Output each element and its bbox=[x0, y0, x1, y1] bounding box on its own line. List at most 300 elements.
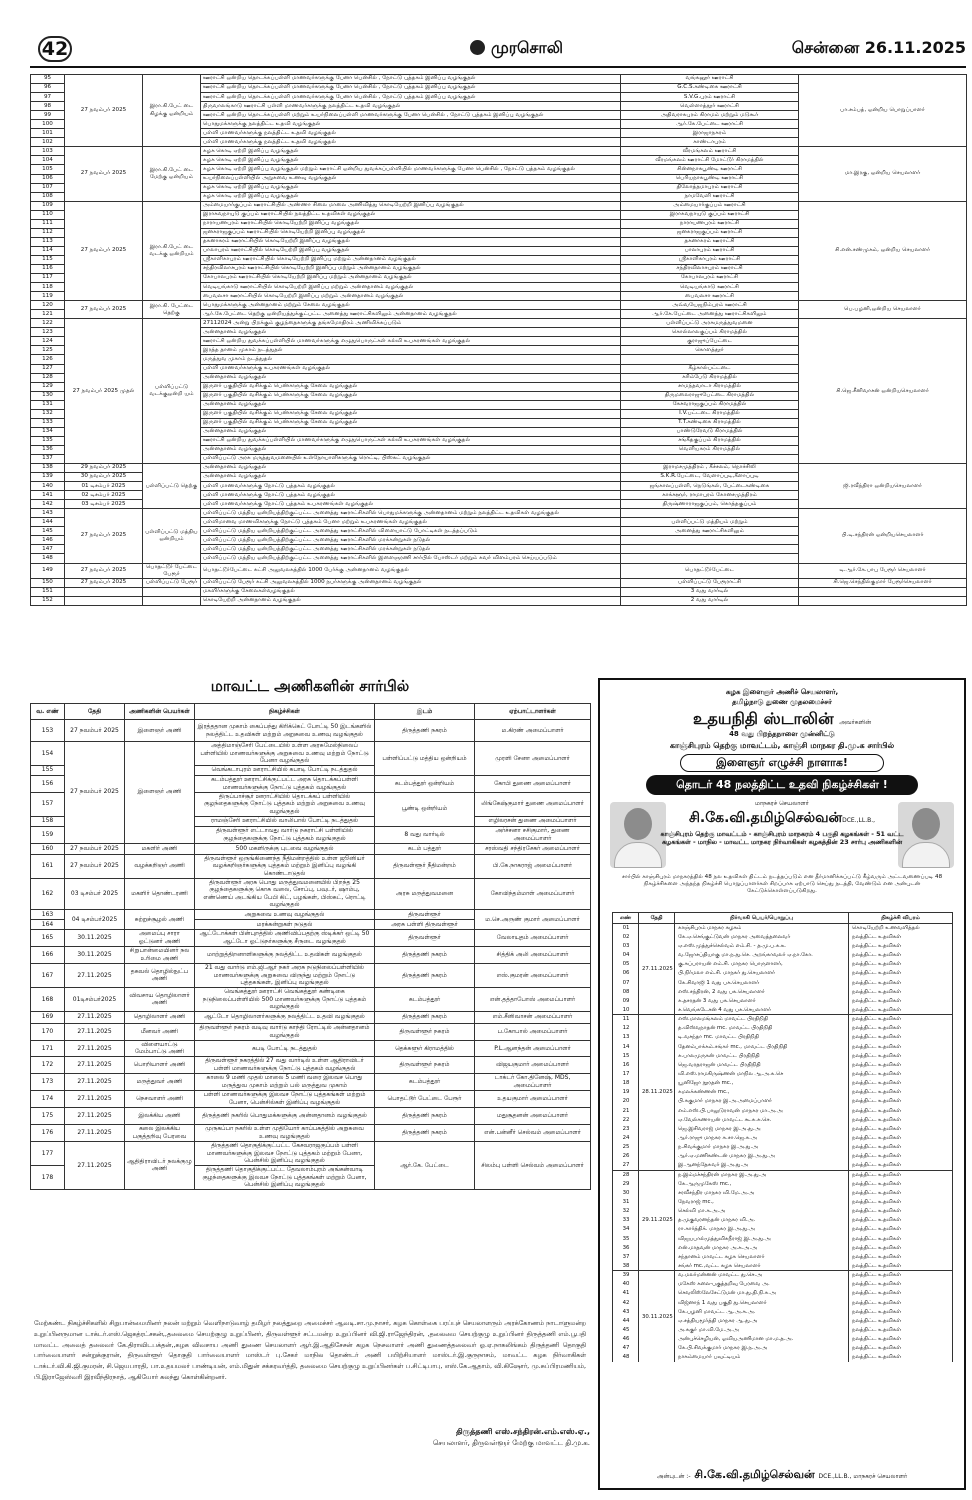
row-place: தகனாகரம் ஊராட்சி bbox=[621, 237, 799, 246]
row-event: பள்ளி மாணவர்களுக்கு நலத்திட்ட உதவி வழங்குதல் bbox=[201, 138, 621, 147]
row-event: பள்ளி மாணவர்களுக்கு நோட்டு புத்தகம் உபகரணங்கள் வழங்குதல் bbox=[201, 500, 621, 509]
table-row bbox=[31, 509, 967, 518]
row-date: 27 நவம்பர் 2025 bbox=[65, 720, 125, 742]
row-serial: 173 bbox=[31, 1073, 65, 1090]
row-place: G.C.S.கண்டிகை ஊராட்சி bbox=[621, 84, 799, 93]
row-event: மருத்துவ முகாம் நடத்துதல் bbox=[201, 355, 621, 364]
row-event: 21 வது வார்டு எம்.ஜி.ஆர் நகர் அரசு நடுநிலைப்பள்ளியில் மாணவர்களுக்கு அறுசுவை விருந்து மற்றும் நோட்டு புத்தகங்கள், இனிப்பு வழங்குதல் bbox=[195, 963, 375, 987]
row-union: இரா.கி. பேட்டை தெற்கு bbox=[143, 301, 201, 319]
row-serial: 169 bbox=[31, 1011, 65, 1023]
row-event: வெங்கடாபுரம் ஊராட்சியில் கபாடி போட்டி நடத்துதல் bbox=[195, 765, 375, 775]
ad-row-event: நலத்திட்ட உதவிகள் bbox=[849, 1106, 953, 1115]
ad-row-event: நலத்திட்ட உதவிகள் bbox=[849, 1225, 953, 1234]
ad-row-no: 30 bbox=[613, 1189, 639, 1198]
ad-row-person: கே.பழனி மாவட்ட ஆ.அ.சு.அ. bbox=[675, 1307, 849, 1316]
row-place bbox=[621, 509, 799, 518]
row-place: வெள்ளாத்தூர் ஊராட்சி bbox=[621, 102, 799, 111]
row-place: பூண்டி ஒன்றியம் bbox=[375, 792, 475, 826]
row-organiser: பா.சம்பத், ஒன்றிய பொறுப்பாளர் bbox=[799, 75, 967, 147]
row-serial: 147 bbox=[31, 545, 65, 554]
row-serial: 109 bbox=[31, 201, 65, 210]
row-serial: 130 bbox=[31, 391, 65, 400]
row-place: சங்கீதகுப்பம் கிராமத்தில் bbox=[621, 436, 799, 445]
ad-row-event: நலத்திட்ட உதவிகள் bbox=[849, 1198, 953, 1207]
row-organiser: டி.ஆர்.கே.பாபு பேரூர் செயலாளர் bbox=[799, 563, 967, 578]
ad-row-no: 20 bbox=[613, 1097, 639, 1106]
row-event: அன்னதானம் வழங்குதல் bbox=[201, 373, 621, 382]
row-serial: 104 bbox=[31, 156, 65, 165]
row-date: 27 நவம்பர் 2025 bbox=[65, 742, 125, 844]
ad-row-event: நலத்திட்ட உதவிகள் bbox=[849, 942, 953, 951]
row-serial: 138 bbox=[31, 464, 65, 473]
row-serial: 174 bbox=[31, 1090, 65, 1107]
row-organiser: வேலாயுதம் அமைப்பாளர் bbox=[475, 929, 591, 946]
row-serial: 178 bbox=[31, 1165, 65, 1189]
row-date: 27 நவம்பர் 2025 bbox=[65, 509, 143, 563]
col-place: இடம் bbox=[375, 704, 475, 720]
row-place: வெளியகரம் கிராமத்தில் bbox=[621, 445, 799, 454]
ad-row-date: 28.11.2025 bbox=[639, 1015, 675, 1170]
ad-row-event: நலத்திட்ட உதவிகள் bbox=[849, 987, 953, 996]
ad-row-no: 39 bbox=[613, 1271, 639, 1280]
union-programme-table bbox=[30, 74, 967, 606]
row-event: கழக கொடி ஏற்றி இனிப்பு வழங்குதல் bbox=[201, 156, 621, 165]
row-place: பைவலசா ஊராட்சி bbox=[621, 292, 799, 301]
ad-row-event: நலத்திட்ட உதவிகள் bbox=[849, 969, 953, 978]
ad-row-person: தேனம்பாக்கம்.சங்கர் mc., மாவட்ட பிரதிநிதி bbox=[675, 1042, 849, 1051]
row-serial: 112 bbox=[31, 228, 65, 237]
ad-row-no: 29 bbox=[613, 1179, 639, 1188]
ad-row bbox=[613, 1271, 953, 1280]
row-organiser: மா.இரகு, ஒன்றிய செயலாளர் bbox=[799, 147, 967, 201]
row-event: தகனாகரம் ஊராட்சியில் கொடியேற்றி இனிப்பு வழங்குதல் bbox=[201, 237, 621, 246]
row-serial: 103 bbox=[31, 147, 65, 156]
row-event: ஜனகராஜகுப்பம் ஊராட்சியில் கொடியேற்றி இனிப்பு வழங்குதல் bbox=[201, 228, 621, 237]
row-event: ஆர்.கே.பேட்டை தெற்கு ஒன்றியத்துக்குட்பட்ட அனைத்து ஊராட்சிகளிலும் அன்னதானம் வழங்குதல் bbox=[201, 310, 621, 319]
row-date: 27.11.2025 bbox=[65, 1056, 125, 1073]
row-event: நாராயணபுரம் ஊராட்சியில் கொடியேற்றி இனிப்பு வழங்குதல் bbox=[201, 219, 621, 228]
ad-row-no: 15 bbox=[613, 1051, 639, 1060]
rising-sun-icon bbox=[470, 40, 485, 55]
ad-row-no: 27 bbox=[613, 1161, 639, 1170]
table-header-row bbox=[31, 704, 591, 720]
ad-row-no: 06 bbox=[613, 969, 639, 978]
row-place: திருத்தணி நகரம் bbox=[375, 963, 475, 987]
row-place: ஜங்காலப்பள்ளி, நெடுங்கல், பேட்டைகண்டிகை bbox=[621, 482, 799, 491]
ad-row-person: க.தசரதன் 3 வது பக.செயலாளர் bbox=[675, 997, 849, 1006]
row-serial: 150 bbox=[31, 578, 65, 587]
row-serial: 140 bbox=[31, 482, 65, 491]
ad-row-no: 13 bbox=[613, 1033, 639, 1042]
row-event: இரத்த தானம் முகாம் நடத்துதல் bbox=[201, 346, 621, 355]
row-event: அன்னதானம் வழங்குதல் bbox=[201, 445, 621, 454]
row-date: 27 நவம்பர் 2025 bbox=[65, 854, 125, 878]
ad-row-person: சந்தானம் மாவட்ட கழக செயலாளர் bbox=[675, 1253, 849, 1262]
row-place: கடம் பத்தூர் bbox=[375, 843, 475, 854]
participants-note: மேற்கண்ட நிகழ்ச்சிகளில் சிறுபான்மையினர் நலன் மற்றும் வெளிநாடுவாழ் தமிழர் நலத்துறை அமைச்சர் ஆவடி.சா.மு.நாசர், கழக கொள்கை பரப்புச் செயலாளரும் அரக்கோணம் நாடாளுமன்ற உறுப்பினருமான டாக்டர்.எஸ்.ஜெகத்ரட்சகன்,,தலைமை செயற்குழு உறுப்பினர், திருவள்ளூர் சட்டமன்ற உறுப்பினர் வி.ஜி.ராஜேந்திரன், ,தலைமை செயற்குழு உறுப்பினர் திருத்தணி எம்.பூபதி மாவட்ட அவைத் தலைவர் கே.திராவிடபக்தன்,,கழக விவசாய அணி துணை செயலாளர் ஆர்.இ.ஆதிசேசன் கழக நெசவாளர் அணி துணைத்தலைவர் ஓ.ஏ.நாகலிங்கம் திருத்தணி தொகுதி பார்வையாளர் சன்றுக்குரான், திருவள்ளூர் தொகுதி பார்வையாளர் மாஸ்டர் பு.சேகர் மாநில தொண்டர் அணி பயிற்சியாளர் மாஸ்டர்.இ.குருநாசம், மாவட்ட கழக நிர்வாகிகள் டாக்டர்.வி.கி.ஜி.குமரன், சி.ஜெயபாரதி, பா.உதயமலர் பாண்டியன், எம்.மிதுன் சக்கரவர்த்தி, தலைமை செயற்குழு உறுப்பினர்கள் ப.சிட்டிபாபு, எஸ்.கே.ஆதாம், வி.கிஷோர், மு.சுப்பிரமணியம், பி.இராஜேஸ்வரி இரவீந்திரநாத், ஆகியோர் கலந்து கொள்கின்றனர். bbox=[34, 1319, 586, 1381]
row-serial: 102 bbox=[31, 138, 65, 147]
row-place: T.T.கண்டிகை கிராமத்தில் bbox=[621, 418, 799, 427]
ad-row-no: 08 bbox=[613, 987, 639, 996]
ad-row-person: த.விஸ்வநாதன் mc. மாவட்ட பிரதிநிதி bbox=[675, 1024, 849, 1033]
ad-row-person: பி.நிர்மலா எம்.சி. மாநகர் து.செயலாளர் bbox=[675, 969, 849, 978]
row-wing: மருத்துவர் அணி bbox=[125, 1073, 195, 1090]
row-organiser: பெ.பழனி,ஒன்றிய செயலாளர் bbox=[799, 301, 967, 319]
row-serial: 115 bbox=[31, 255, 65, 264]
col-organisers: ஏற்பாட்டாளர்கள் bbox=[475, 704, 591, 720]
ad-row-person: சு.பாலமுருகன் மாவட்ட பிரதிநிதி bbox=[675, 1051, 849, 1060]
row-serial: 149 bbox=[31, 563, 65, 578]
row-serial: 111 bbox=[31, 219, 65, 228]
row-serial: 113 bbox=[31, 237, 65, 246]
row-place: வங்கனூர் ஊராட்சி bbox=[621, 75, 799, 84]
row-serial: 99 bbox=[31, 111, 65, 120]
row-organiser: கோவிந்தம்மாள் அமைப்பாளர் bbox=[475, 878, 591, 909]
ad-row bbox=[613, 924, 953, 933]
row-serial: 135 bbox=[31, 436, 65, 445]
row-organiser: பி.டி.சந்திரன் ஒன்றியசெயலாளர் bbox=[799, 509, 967, 563]
ad-row-event: நலத்திட்ட உதவிகள் bbox=[849, 1161, 953, 1170]
row-event: பள்ளிப்பட்டு மத்திய ஒன்றியத்திற்குட்பட்ட அனைத்து ஊராட்சிகளில் மரக்கன்றுகள் நடுதல் bbox=[201, 536, 621, 545]
ad-row-no: 36 bbox=[613, 1243, 639, 1252]
row-wing: கலை இலக்கிய பகுத்தறிவு பேரவை bbox=[125, 1124, 195, 1141]
row-wing: இளைஞர் அணி bbox=[125, 742, 195, 844]
row-place: திருத்தணி நகரம் bbox=[375, 720, 475, 742]
table-row bbox=[31, 201, 967, 210]
row-place: திருத்தணி நகரம் bbox=[375, 946, 475, 963]
row-organiser: ம.செ.அருண் குமார் அமைப்பாளர் bbox=[475, 909, 591, 929]
row-event: இருளர் பகுதியில் வசிக்கும் பெண்களுக்கு சேலை வழங்குதல் bbox=[201, 418, 621, 427]
row-event: அம்மையார்குப்பம் ஊராட்சியில் அண்ணா சிலை மாலை அணிவித்து கொடியேற்றி இனிப்பு வழங்குதல் bbox=[201, 201, 621, 210]
ad-row-event: நலத்திட்ட உதவிகள் bbox=[849, 1061, 953, 1070]
row-serial: 120 bbox=[31, 301, 65, 310]
ad-row-no: 38 bbox=[613, 1262, 639, 1271]
ad-banner-events: தொடர் 48 நலத்திட்ட உதவி நிகழ்ச்சிகள் ! bbox=[646, 775, 918, 795]
ad-row-person: அன்புச்செழியன், ஓவியஅணிமான மா.ம.த.அ. bbox=[675, 1335, 849, 1344]
row-place: S.V.G.புரம் ஊராட்சி bbox=[621, 93, 799, 102]
row-organiser: சிலம்பு பள்ளி செல்வம் அமைப்பாளர் bbox=[475, 1141, 591, 1189]
ad-row-no: 28 bbox=[613, 1170, 639, 1179]
row-event: ஊராட்சி ஒன்றிய துவக்கப்பள்ளியில் மாணவர்களுக்கு எழுதுபொருட்கள் கல்வி உபகரணங்கள் வழங்குதல் bbox=[201, 436, 621, 445]
row-serial: 107 bbox=[31, 183, 65, 192]
row-event: கொடியேற்றி அன்னதானம் வழங்குதல் bbox=[201, 597, 621, 606]
table-row bbox=[31, 1107, 591, 1124]
row-event: ஆட்டோக்கள் பின்புறத்தில் அணிவிப்பதற்கு ஸ்டிக்கர் ஒட்டி 50 ஆட்டோ ஓட்டுநர்களுக்கு சீருடை வழங்குதல் bbox=[195, 929, 375, 946]
col-date: தேதி bbox=[65, 704, 125, 720]
row-organiser: டாக்டர் கோ.தினேஷ், MDS, அமைப்பாளர் bbox=[475, 1073, 591, 1090]
ad-row-event: நலத்திட்ட உதவிகள் bbox=[849, 951, 953, 960]
row-place: கோபாலபுரம் ஊராட்சி bbox=[621, 274, 799, 283]
ad-row-no: 01 bbox=[613, 924, 639, 933]
signature-block bbox=[320, 1426, 590, 1449]
row-serial: 117 bbox=[31, 274, 65, 283]
ad-row-event: நலத்திட்ட உதவிகள் bbox=[849, 1143, 953, 1152]
row-place: திருவள்ளூர் bbox=[375, 909, 475, 919]
row-date: 27.11.2025 bbox=[65, 1023, 125, 1040]
row-event: பள்ளிப்பட்டு மத்திய ஒன்றியத்திற்குட்பட்ட அனைத்து ஊராட்சிகளில் இளைஞரணி சார்பில் போஸ்டர் மற்றும் சுவர் விளம்பரம் செய்யப்படும் bbox=[201, 554, 621, 563]
row-event: அன்னதானம் வழங்குதல் bbox=[201, 464, 621, 473]
row-serial: 133 bbox=[31, 418, 65, 427]
row-place: வெடியங்காடு ஊராட்சி bbox=[621, 283, 799, 292]
ad-row-event: நலத்திட்ட உதவிகள் bbox=[849, 1335, 953, 1344]
row-place: சந்திரவிலாசபுரம் ஊராட்சி bbox=[621, 264, 799, 273]
row-place: குராஜுப்பேட்டை bbox=[621, 337, 799, 346]
row-union: இரா.கி.பேட் டை கிழக்கு ஒன்றியம் bbox=[143, 75, 201, 147]
ad-row-no: 19 bbox=[613, 1088, 639, 1097]
row-serial: 142 bbox=[31, 500, 65, 509]
row-serial: 151 bbox=[31, 587, 65, 596]
table-row bbox=[31, 878, 591, 909]
row-place: அனைத்து ஊராட்சிகளிலும் bbox=[621, 527, 799, 536]
row-event: பள்ளிப்பட்டு மத்திய ஒன்றியத்திற்குட்பட்ட அனைத்து ஊராட்சிகளில் விளையாட்டு போட்டிகள் நடத்தப்படும் bbox=[201, 527, 621, 536]
row-place: பள்ளிப்பட்டு பேரூராட்சி bbox=[621, 578, 799, 587]
row-date: 27 நவம்பர் 2025 bbox=[65, 578, 143, 587]
ad-row-person: மகேஸ் கலை-பகுத்தறிவு பேரவை அ. bbox=[675, 1280, 849, 1289]
row-place: நாமவேளி ஊராட்சி bbox=[621, 192, 799, 201]
ad-row-person: வ.மலர்மன்னன் மாவட்ட து.செ.அ bbox=[675, 1271, 849, 1280]
ad-row-no: 10 bbox=[613, 1006, 639, 1015]
ad-row-event: நலத்திட்ட உதவிகள் bbox=[849, 978, 953, 987]
row-event: கடம்பத்தூர் ஊராட்சிக்குட்பட்ட அரசு தொடக்கப்பள்ளி மாணவர்களுக்கு நோட்டு புத்தகம் வழங்குதல் bbox=[195, 775, 375, 792]
ad-row-date: 27.11.2025 bbox=[639, 924, 675, 1015]
table-row bbox=[31, 1141, 591, 1165]
ad-row-event: நலத்திட்ட உதவிகள் bbox=[849, 1070, 953, 1079]
ad-row-event: நலத்திட்ட உதவிகள் bbox=[849, 1307, 953, 1316]
ad-secretary bbox=[660, 810, 904, 828]
ad-row-no: 02 bbox=[613, 933, 639, 942]
ad-row-event: நலத்திட்ட உதவிகள் bbox=[849, 1253, 953, 1262]
ad-row-person: ரா.கார்த்திக். மாநகர இ.அ.து.அ bbox=[675, 1225, 849, 1234]
ad-row-event: நலத்திட்ட உதவிகள் bbox=[849, 1207, 953, 1216]
row-place: கீழ்கால்பட்டடை bbox=[621, 364, 799, 373]
ad-row-person: நேவராஜ் mc., bbox=[675, 1198, 849, 1207]
ad-row bbox=[613, 1015, 953, 1024]
row-serial: 177 bbox=[31, 1141, 65, 1165]
row-organiser: மதுசூதனன் அமைப்பாளர் bbox=[475, 1107, 591, 1124]
row-union: பள்ளிப்பட்டு வடக்குஒன்றி யம் bbox=[143, 319, 201, 464]
row-event: இருளர் பகுதியில் வசிக்கும் பெண்களுக்கு சேலை வழங்குதல் bbox=[201, 382, 621, 391]
row-serial: 171 bbox=[31, 1040, 65, 1056]
row-serial: 132 bbox=[31, 409, 65, 418]
row-union: பள்ளிப்பட்டு மத்திய ஒன்றியம் bbox=[143, 509, 201, 563]
ad-row-person: கே.ஏ.செங்குட்டுவன் மாநகர அவைத்தலைவர் bbox=[675, 933, 849, 942]
brand-name: முரசொலி bbox=[491, 38, 563, 57]
brand-title bbox=[470, 38, 563, 59]
row-event: சந்திரவிலாசபுரம் ஊராட்சியில் கொடியேற்றி இனிப்பு மற்றும் அன்னதானம் வழங்குதல் bbox=[201, 264, 621, 273]
col-events: நிகழ்ச்சிகள் bbox=[195, 704, 375, 720]
table-row bbox=[31, 597, 967, 606]
row-place: திருவள்ளூர் நகரம் bbox=[375, 1023, 475, 1040]
row-event: இராகவநாயுடு குப்பம் ஊராட்சியில் நலத்திட்ட உதவிகள் வழங்குதல் bbox=[201, 210, 621, 219]
row-organiser bbox=[799, 597, 967, 606]
row-event: திருவள்ளூர் அரசு பொது மருத்துவமனையில் பிறந்த 25 குழந்தைகளுக்கு கொசு வலை, சோப்பு, பவுடர், ஷாம்பு, எண்ணெய் அடங்கிய பேபி கிட், பழங்கள், பிஸ்கட், ரொட்டி வழங்குதல் bbox=[195, 878, 375, 909]
row-event: அன்னதானம் வழங்குதல் bbox=[201, 328, 621, 337]
row-organiser: முரளி சேனா அமைப்பாளர் bbox=[475, 742, 591, 776]
ad-row-person: சங்கர் mc.,வட்ட கழக செயலாளர் bbox=[675, 1262, 849, 1271]
ad-row-no: 34 bbox=[613, 1225, 639, 1234]
row-serial: 165 bbox=[31, 929, 65, 946]
ad-row-no: 46 bbox=[613, 1335, 639, 1344]
ad-row-event: நலத்திட்ட உதவிகள் bbox=[849, 1088, 953, 1097]
row-place: பள்ளிப்பட்டு மத்தியம் மற்றும் bbox=[621, 518, 799, 527]
row-place: இராமசமுத்திரம் , கீச்சலம், நொச்சிலி bbox=[621, 464, 799, 473]
ad-row-event: நலத்திட்ட உதவிகள் bbox=[849, 1216, 953, 1225]
row-event: கழக கொடி ஏற்றி இனிப்பு வழங்குதல் bbox=[201, 192, 621, 201]
ad-row-event: நலத்திட்ட உதவிகள் bbox=[849, 1033, 953, 1042]
ad-row-event: நலத்திட்ட உதவிகள் bbox=[849, 1243, 953, 1252]
row-place: காண்டாபுரம் bbox=[621, 138, 799, 147]
row-wing: இலக்கிய அணி bbox=[125, 1107, 195, 1124]
ad-row-person: இ.ஆனந்தேசுவர் இ.அ.து.அ bbox=[675, 1161, 849, 1170]
row-event: கழக கொடி ஏற்றி இனிப்பு வழங்குதல் மற்றும் ஊராட்சி ஒன்றிய துவக்கப்பள்ளியில் மாணவர்களுக்கு பேனா பென்சில் , நோட்டு புத்தகம் வழங்குதல் bbox=[201, 165, 621, 174]
row-place: பொதட்டூர்பேட்டை bbox=[621, 563, 799, 578]
row-organiser: எஸ்.குமரன் அமைப்பாளர் bbox=[475, 963, 591, 987]
row-serial: 170 bbox=[31, 1023, 65, 1040]
row-place: ஆர்.கே.பேட்டை அனைத்து ஊராட்சிகளிலும் bbox=[621, 310, 799, 319]
ad-row-person: த.முகுவரனந்தன் மாநகர வி.அ. bbox=[675, 1216, 849, 1225]
row-event: திருப்பாச்சூர் ஊராட்சியில் தொடக்கப் பள்ளியில் குழந்தைகளுக்கு நோட்டு புத்தகம் மற்றும் அறுசுவை உணவு வழங்குதல் bbox=[195, 792, 375, 816]
ad-row-event: நலத்திட்ட உதவிகள் bbox=[849, 1234, 953, 1243]
ad-row-no: 37 bbox=[613, 1253, 639, 1262]
city-date: சென்னை 26.11.2025 bbox=[791, 38, 966, 57]
row-union: பொதட்டூர் பேட்டை பேரூர் bbox=[143, 563, 201, 578]
row-serial: 154 bbox=[31, 742, 65, 766]
row-event: பள்ளிப்பட்டு பேரூர் கட்சி அலுவலகத்தில் 1000 நபர்களுக்கு அன்னதானம் வழங்குதல் bbox=[201, 578, 621, 587]
row-serial: 175 bbox=[31, 1107, 65, 1124]
leader-name-suffix: அவர்களின் bbox=[839, 719, 872, 726]
row-serial: 96 bbox=[31, 84, 65, 93]
row-serial: 148 bbox=[31, 554, 65, 563]
row-place: பெரியநாகபூண்டி ஊராட்சி bbox=[621, 174, 799, 183]
ad-row-person: எஸ்.சந்திரன், 2 வது பக.செயலாளர் bbox=[675, 987, 849, 996]
ad-banner-youth: இளைஞர் எழுச்சி நாளாக! bbox=[680, 754, 884, 772]
secretary-name: சி.கே.வி.தமிழ்செல்வன் bbox=[688, 810, 843, 826]
row-serial: 161 bbox=[31, 854, 65, 878]
row-date: 27 நவம்பர் 2025 முதல் bbox=[65, 319, 143, 464]
row-place: கொல்லாலகுப்பம் கிராமத்தில் bbox=[621, 328, 799, 337]
row-organiser: சித்திக் அலி அமைப்பாளர் bbox=[475, 946, 591, 963]
row-place: 2 வது வார்டில் bbox=[621, 597, 799, 606]
row-serial: 139 bbox=[31, 473, 65, 482]
row-wing: நெசவாளர் அணி bbox=[125, 1090, 195, 1107]
ad-row-no: 04 bbox=[613, 951, 639, 960]
row-date: 27.11.2025 bbox=[65, 963, 125, 987]
ad-role: மாநகரச் செயலாளர் bbox=[755, 800, 809, 807]
row-organiser: உதயகுமார் அமைப்பாளர் bbox=[475, 1090, 591, 1107]
row-wing: விளையாட்டு மேம்பாட்டு அணி bbox=[125, 1040, 195, 1056]
row-serial: 123 bbox=[31, 328, 65, 337]
row-serial: 145 bbox=[31, 527, 65, 536]
ad-col-event: நிகழ்ச்சி விபரம் bbox=[849, 913, 953, 924]
secretary-photo bbox=[898, 802, 954, 868]
row-place: திருத்தணி நகரம் bbox=[375, 1107, 475, 1124]
ad-row-no: 14 bbox=[613, 1042, 639, 1051]
row-organiser: ப.கோபால் அமைப்பாளர் bbox=[475, 1023, 591, 1040]
row-place: அதிவராகபுரம் கிராமம் மற்றும் மடுகூர் bbox=[621, 111, 799, 120]
row-organiser: சி.ஜெ.சீனிவாசன் ஒன்றியசெயலாளர் bbox=[799, 319, 967, 464]
ad-row-person: கு.சுப்பராயன் எம்.சி. மாநகர பொருளாளர், bbox=[675, 960, 849, 969]
row-date: 27 நவம்பர் 2025 bbox=[65, 563, 143, 578]
row-serial: 157 bbox=[31, 792, 65, 816]
row-event: மரக்கன்றுகள் நடுதல் bbox=[195, 919, 375, 929]
ad-row-person: கே.சிவாஜி 1 வது பக.செயலாளர் bbox=[675, 978, 849, 987]
ad-row-person: என்.மாதவன் மாநகர அ.சு.அ.அ bbox=[675, 1243, 849, 1252]
row-wing: மீனவர் அணி bbox=[125, 1023, 195, 1040]
table-row bbox=[31, 1011, 591, 1023]
ad-footer bbox=[600, 1468, 964, 1483]
row-serial: 144 bbox=[31, 518, 65, 527]
row-event: ஊராட்சி ஒன்றிய துவக்கப்பள்ளியில் மாணவர்களுக்கு எழுதுபொருட்கள் கல்வி உபகரணங்கள் வழங்குதல் bbox=[201, 337, 621, 346]
row-serial: 141 bbox=[31, 491, 65, 500]
row-place: கடம்பத்தூர் bbox=[375, 987, 475, 1011]
row-event: கோபாலபுரம் ஊராட்சியில் கொடியேற்றி இனிப்பு மற்றும் அன்னதானம் வழங்குதல் bbox=[201, 274, 621, 283]
row-serial: 98 bbox=[31, 102, 65, 111]
row-event: 500 மகளிருக்கு புடவை வழங்குதல் bbox=[195, 843, 375, 854]
ad-row-no: 07 bbox=[613, 978, 639, 987]
table-row bbox=[31, 578, 967, 587]
row-event: பாலாபுரம் ஊராட்சியில் கொடியேற்றி இனிப்பு வழங்குதல் bbox=[201, 246, 621, 255]
ad-row-event: நலத்திட்ட உதவிகள் bbox=[849, 1042, 953, 1051]
ad-row-no: 33 bbox=[613, 1216, 639, 1225]
row-organiser: பி.கே.நாகராஜ் அமைப்பாளர் bbox=[475, 854, 591, 878]
ad-row-event: நலத்திட்ட உதவிகள் bbox=[849, 1125, 953, 1134]
table-row bbox=[31, 929, 591, 946]
row-serial: 125 bbox=[31, 346, 65, 355]
row-place: பாலாபுரம் ஊராட்சி bbox=[621, 246, 799, 255]
row-place: சாமந்தவாடா கிராமத்தில் bbox=[621, 382, 799, 391]
row-serial: 95 bbox=[31, 75, 65, 84]
row-serial: 128 bbox=[31, 373, 65, 382]
ad-footer-prefix: அன்புடன் :- bbox=[656, 1473, 691, 1480]
ad-row-no: 45 bbox=[613, 1326, 639, 1335]
ad-row-no: 26 bbox=[613, 1152, 639, 1161]
row-event: பொதுமக்களுக்கு நலத்திட்ட உதவி வழங்குதல் bbox=[201, 120, 621, 129]
row-serial: 176 bbox=[31, 1124, 65, 1141]
row-event: கபடி போட்டி நடத்துதல் bbox=[195, 1040, 375, 1056]
row-date: 27 நவம்பர் 2025 bbox=[65, 843, 125, 854]
ad-row-no: 21 bbox=[613, 1106, 639, 1115]
ad-row-person: விஜ்னாந் 1 வது பகுதி து.செயலாளர் bbox=[675, 1298, 849, 1307]
ad-row-person: ச.வெங்கடேசன் 4 வது பக.செயலாளர் bbox=[675, 1006, 849, 1015]
leader-name: உதயநிதி ஸ்டாலின் bbox=[692, 709, 834, 728]
row-place: திருத்தணி நகரம் bbox=[375, 1011, 475, 1023]
row-serial: 168 bbox=[31, 987, 65, 1011]
row-event: அன்னதானம் வழங்குதல் bbox=[201, 400, 621, 409]
row-event: பொதட்டூர்பேட்டை கட்சி அலுவலகத்தில் 1000 பேர்க்கு அன்னதானம் வழங்குதல் bbox=[201, 563, 621, 578]
section-title: மாவட்ட அணிகளின் சார்பில் bbox=[210, 677, 410, 695]
ad-footer-name: சி.கே.வி.தமிழ்செல்வன் bbox=[694, 1468, 815, 1481]
row-place: ஜனகராஜகுப்பம் ஊராட்சி bbox=[621, 228, 799, 237]
row-organiser: என்.தத்தாபோஸ் அமைப்பாளர் bbox=[475, 987, 591, 1011]
row-place: அவ்வயேஜநிம்புரம் ஊராட்சி bbox=[621, 301, 799, 310]
row-organiser: என்.பன்னீர் செல்வம் அமைப்பாளர் bbox=[475, 1124, 591, 1141]
row-event: ஊராட்சி ஒன்றிய தொடக்கப்பள்ளி மாணவர்களுக்கு பேனா பென்சில் , நோட்டு புத்தகம் இனிப்பு வழங்குதல் bbox=[201, 93, 621, 102]
row-organiser: சரஸ்வதி சந்திரசேகர் அமைப்பாளர் bbox=[475, 843, 591, 854]
ad-row-person: ஏ.எஸ்.முத்துச்செல்வம் எம்.சி. - த.மு.ப.க.உ bbox=[675, 942, 849, 951]
row-wing: சிறுபான்மையினர் நல உரிமை அணி bbox=[125, 946, 195, 963]
row-serial: 106 bbox=[31, 174, 65, 183]
row-wing: வழக்கறிஞர் அணி bbox=[125, 854, 195, 878]
row-wing: பொறியாளர் அணி bbox=[125, 1056, 195, 1073]
row-event: இருளர் பகுதியில் வசிக்கும் பெண்களுக்கு சேலை வழங்குதல் bbox=[201, 391, 621, 400]
row-wing: இளைஞர் அணி bbox=[125, 720, 195, 742]
ad-row-event: நலத்திட்ட உதவிகள் bbox=[849, 1024, 953, 1033]
row-event: கழக கொடி ஏற்றி இனிப்பு வழங்குதல் bbox=[201, 183, 621, 192]
leader-photo bbox=[610, 802, 666, 868]
row-place: அரசு மருத்துவமனை bbox=[375, 878, 475, 909]
ad-row-no: 24 bbox=[613, 1134, 639, 1143]
masthead bbox=[30, 36, 966, 64]
